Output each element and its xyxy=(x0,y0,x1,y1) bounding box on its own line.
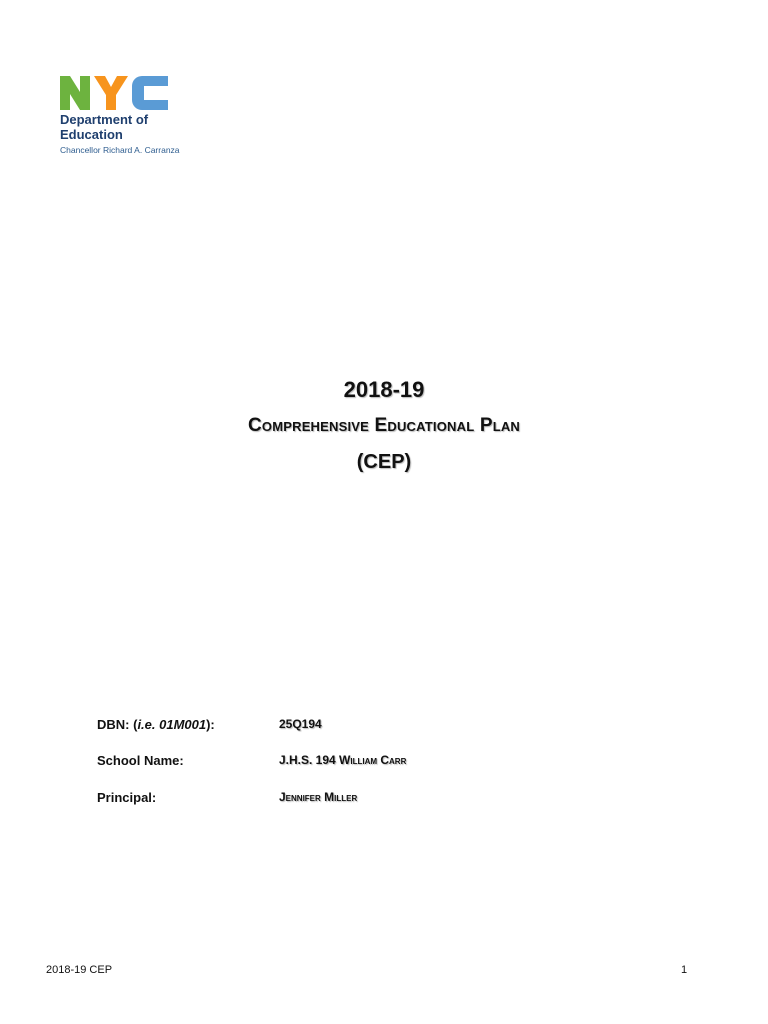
nyc-letter-y-icon xyxy=(94,76,128,110)
principal-row xyxy=(97,790,697,810)
title-plan-name: Comprehensive Educational Plan xyxy=(247,415,521,436)
footer-page-number: 1 xyxy=(681,964,688,976)
principal-label: Principal: xyxy=(97,790,157,805)
logo-chancellor-text: Chancellor Richard A. Carranza xyxy=(60,145,180,155)
nyc-letter-c-icon xyxy=(132,76,168,110)
cover-title xyxy=(0,374,768,478)
dbn-value: 25Q194 xyxy=(279,717,322,731)
dbn-label-suffix: ): xyxy=(206,717,215,732)
logo-department-text: Department of xyxy=(60,112,149,127)
school-name-value: J.H.S. 194 William Carr xyxy=(279,753,407,767)
title-abbreviation: (CEP) xyxy=(356,451,412,473)
title-year: 2018-19 xyxy=(343,377,425,402)
dbn-label-example: i.e. 01M001 xyxy=(137,717,207,732)
nyc-doe-logo xyxy=(58,70,190,160)
logo-education-text: Education xyxy=(60,127,123,142)
dbn-row xyxy=(97,717,697,737)
school-name-label: School Name: xyxy=(97,753,184,768)
school-name-row xyxy=(97,753,697,773)
footer-document-label: 2018-19 CEP xyxy=(46,964,113,976)
nyc-logo-letters-icon xyxy=(58,70,172,112)
dbn-label xyxy=(97,717,215,732)
principal-value: Jennifer Miller xyxy=(279,790,358,804)
nyc-letter-n-icon xyxy=(60,76,90,110)
dbn-label-prefix: DBN: ( xyxy=(97,717,138,732)
